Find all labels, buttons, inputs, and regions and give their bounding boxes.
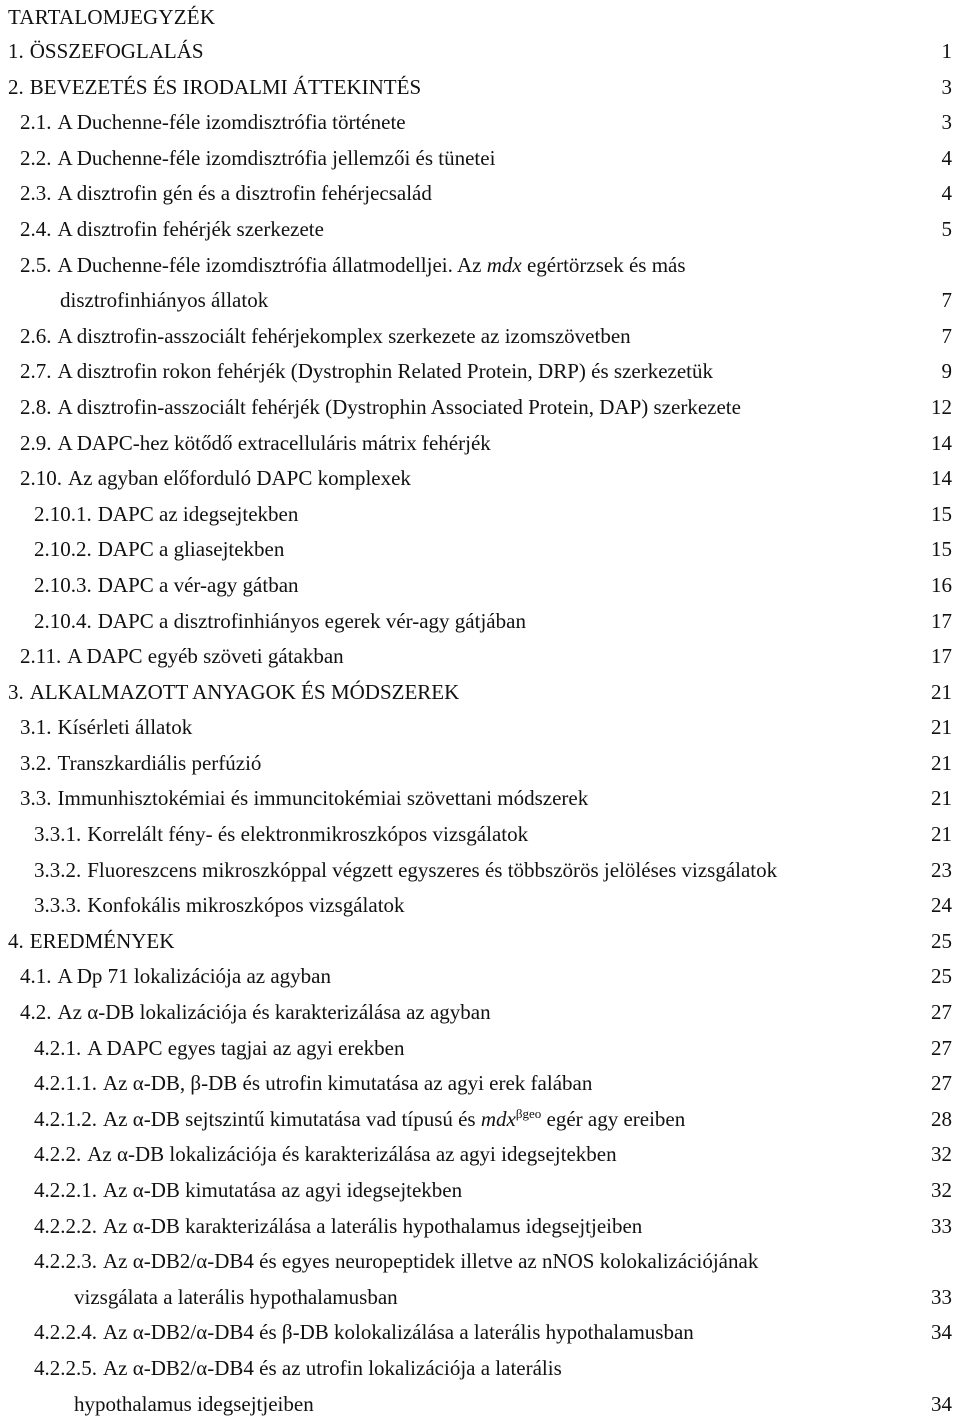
toc-entry[interactable] [8, 817, 952, 853]
toc-page-number: 4 [941, 181, 952, 206]
toc-entry-number: 2.8. [20, 394, 52, 419]
toc-page-number: 21 [931, 715, 952, 740]
toc-entry-title: A Duchenne-féle izomdisztrófia jellemzői és tünetei [57, 145, 496, 170]
toc-entry-title: ÖSSZEFOGLALÁS [29, 39, 204, 63]
toc-page-number: 14 [931, 430, 952, 455]
toc-entry-title: A disztrofin rokon fehérjék (Dystrophin Related Protein, DRP) és szerkezetük [57, 359, 714, 384]
toc-entry-title: DAPC a gliasejtekben [97, 537, 285, 562]
toc-entry-title-rest: egértörzsek és más [521, 252, 686, 277]
toc-entry-title: Immunhisztokémiai és immuncitokémiai szövettani módszerek [57, 786, 589, 811]
toc-entry-text [34, 1315, 922, 1351]
toc-entry-title: Korrelált fény- és elektronmikroszkópos vizsgálatok [87, 822, 529, 847]
toc-entry-title: Fluoreszcens mikroszkóppal végzett egyszeres és többszörös jelöléses vizsgálatok [87, 857, 778, 882]
toc-entry-number: 4. [8, 928, 24, 953]
toc-entry-text [8, 675, 922, 711]
toc-entry-text [20, 105, 922, 141]
toc-entry[interactable] [8, 1315, 952, 1351]
toc-entry-number: 1. [8, 39, 24, 63]
toc-entry-number: 3.1. [20, 715, 52, 740]
toc-entry[interactable] [8, 746, 952, 782]
toc-entry-number: 4.2.2.1. [34, 1178, 97, 1202]
toc-entry[interactable] [8, 1244, 952, 1315]
toc-entry-title: Az α-DB lokalizációja és karakterizálása az agyi idegsejtekben [87, 1142, 617, 1167]
toc-page-number: 28 [931, 1106, 952, 1131]
toc-entry-text [20, 710, 922, 746]
toc-page-number: 25 [931, 964, 952, 989]
toc-entry-continuation: disztrofinhiányos állatok [60, 288, 269, 313]
toc-entry-number: 3.3.2. [34, 857, 82, 882]
toc-entry-title: A DAPC egyes tagjai az agyi erekben [87, 1035, 405, 1060]
toc-entry[interactable] [8, 1031, 952, 1067]
toc-entry-text [20, 426, 922, 462]
toc-entry-text [20, 959, 922, 995]
toc-entry[interactable] [8, 710, 952, 746]
toc-entry-title: DAPC az idegsejtekben [97, 501, 299, 526]
toc-page-number: 27 [931, 1035, 952, 1060]
toc-entry[interactable] [8, 176, 952, 212]
toc-entry-text [20, 141, 922, 177]
toc-page-number: 4 [941, 145, 952, 170]
toc-entry-title: Az α-DB2/α-DB4 és az utrofin lokalizációja a laterális [103, 1355, 562, 1380]
toc-entry-number: 4.2.2.4. [34, 1320, 97, 1345]
toc-entry-text [20, 995, 922, 1031]
toc-entry-text [34, 1173, 922, 1209]
toc-entry-number: 4.2.1.1. [34, 1071, 97, 1096]
toc-entry-title: A Duchenne-féle izomdisztrófia története [57, 110, 406, 135]
toc-entry-number: 2.10.1. [34, 501, 92, 526]
toc-entry-text [34, 1066, 922, 1102]
toc-entry-text [34, 853, 922, 889]
toc-entry-text [34, 532, 922, 568]
toc-entry[interactable] [8, 853, 952, 889]
toc-entry-number: 4.2.1. [34, 1035, 82, 1060]
toc-entry-title: BEVEZETÉS ÉS IRODALMI ÁTTEKINTÉS [29, 74, 422, 99]
toc-entry-title: A Duchenne-féle izomdisztrófia állatmodelljei. Az [57, 252, 487, 277]
toc-list [8, 34, 952, 1422]
toc-page-number: 9 [941, 359, 952, 384]
toc-entry-title: Az α-DB2/α-DB4 és egyes neuropeptidek illetve az nNOS kolokalizációjának [103, 1249, 759, 1274]
toc-entry-text [20, 746, 922, 782]
toc-entry[interactable] [8, 319, 952, 355]
toc-entry-title: A DAPC-hez kötődő extracelluláris mátrix fehérjék [57, 430, 491, 455]
toc-entry[interactable] [8, 604, 952, 640]
toc-entry-number: 3.3.1. [34, 822, 82, 847]
toc-page-number: 1 [941, 39, 952, 63]
toc-entry-title: A disztrofin fehérjék szerkezete [57, 216, 324, 241]
toc-entry-text [34, 568, 922, 604]
toc-entry[interactable] [8, 390, 952, 426]
toc-entry[interactable] [8, 1137, 952, 1173]
toc-entry[interactable] [8, 568, 952, 604]
toc-entry-title: DAPC a vér-agy gátban [97, 572, 299, 597]
toc-page-number: 16 [931, 572, 952, 597]
toc-entry-number: 4.1. [20, 964, 52, 989]
toc-entry[interactable] [8, 1173, 952, 1209]
toc-entry[interactable] [8, 1102, 952, 1138]
toc-entry[interactable] [8, 924, 952, 960]
toc-entry[interactable] [8, 675, 952, 711]
toc-entry-title: ALKALMAZOTT ANYAGOK ÉS MÓDSZEREK [29, 679, 460, 704]
toc-entry[interactable] [8, 426, 952, 462]
toc-page-number: 5 [941, 216, 952, 241]
toc-entry[interactable] [8, 1351, 952, 1422]
toc-page-number: 33 [931, 1213, 952, 1238]
toc-entry-title: Az α-DB2/α-DB4 és β-DB kolokalizálása a laterális hypothalamusban [103, 1320, 694, 1345]
toc-entry-text [34, 1351, 922, 1422]
toc-entry-italic: mdx [480, 1106, 516, 1131]
toc-page-number: 34 [931, 1391, 952, 1416]
toc-entry-title: Az α-DB sejtszintű kimutatása vad típusú és [103, 1106, 481, 1131]
toc-page-number: 3 [941, 74, 952, 99]
toc-entry-text [34, 1102, 922, 1138]
toc-entry-text [20, 461, 922, 497]
toc-entry-text [34, 1209, 922, 1245]
toc-entry-text [20, 176, 922, 212]
toc-entry-number: 2.2. [20, 145, 52, 170]
toc-entry-number: 2.10.2. [34, 537, 92, 562]
toc-entry-text [20, 248, 922, 319]
toc-entry-text [34, 817, 922, 853]
toc-entry[interactable] [8, 888, 952, 924]
toc-entry-title: EREDMÉNYEK [29, 928, 175, 953]
toc-entry-text [34, 1244, 922, 1315]
toc-entry[interactable] [8, 212, 952, 248]
toc-entry-text [34, 497, 922, 533]
toc-entry-number: 2.3. [20, 181, 52, 206]
toc-entry[interactable] [8, 781, 952, 817]
toc-entry-number: 4.2.1.2. [34, 1106, 97, 1131]
toc-entry-number: 2.9. [20, 430, 52, 455]
toc-entry-number: 2.6. [20, 323, 52, 348]
toc-page-number: 32 [931, 1178, 952, 1202]
toc-entry-title: Az agyban előforduló DAPC komplexek [68, 466, 411, 491]
toc-entry-text [20, 212, 922, 248]
toc-entry-title: Az α-DB karakterizálása a laterális hypothalamus idegsejtjeiben [103, 1213, 643, 1238]
toc-entry-title-rest: egér agy ereiben [541, 1106, 686, 1131]
toc-entry-number: 2.10.4. [34, 608, 92, 633]
toc-entry-text [34, 1031, 922, 1067]
toc-entry-text [20, 354, 922, 390]
toc-entry[interactable] [8, 1066, 952, 1102]
toc-page-number: 7 [941, 323, 952, 348]
toc-entry-number: 2.4. [20, 216, 52, 241]
toc-entry-superscript: βgeo [515, 1105, 542, 1121]
toc-entry-number: 4.2.2. [34, 1142, 82, 1167]
toc-entry-number: 2.7. [20, 359, 52, 384]
toc-entry-text [20, 781, 922, 817]
toc-entry[interactable] [8, 70, 952, 106]
toc-entry-title: Az α-DB kimutatása az agyi idegsejtekben [103, 1178, 463, 1202]
toc-title: TARTALOMJEGYZÉK [8, 5, 216, 29]
toc-entry[interactable] [8, 141, 952, 177]
toc-entry-title: Konfokális mikroszkópos vizsgálatok [87, 893, 405, 918]
toc-page-number: 21 [931, 822, 952, 847]
toc-entry-title: A disztrofin-asszociált fehérjekomplex szerkezete az izomszövetben [57, 323, 631, 348]
toc-page-number: 32 [931, 1142, 952, 1167]
toc-entry[interactable] [8, 105, 952, 141]
toc-entry-number: 3.3.3. [34, 893, 82, 918]
toc-entry-text [20, 390, 922, 426]
toc-page-number: 17 [931, 608, 952, 633]
toc-entry-continuation: vizsgálata a laterális hypothalamusban [74, 1284, 398, 1309]
toc-page-number: 15 [931, 501, 952, 526]
toc-entry-number: 4.2.2.3. [34, 1249, 97, 1274]
toc-page-number: 21 [931, 786, 952, 811]
toc-page-number: 25 [931, 928, 952, 953]
toc-entry-number: 3. [8, 679, 24, 704]
toc-entry-number: 3.2. [20, 750, 52, 775]
toc-page-number: 14 [931, 466, 952, 491]
toc-entry-title: DAPC a disztrofinhiányos egerek vér-agy gátjában [97, 608, 526, 633]
toc-entry[interactable] [8, 461, 952, 497]
toc-entry-number: 4.2.2.2. [34, 1213, 97, 1238]
toc-entry-title: Transzkardiális perfúzió [57, 750, 262, 775]
toc-entry-number: 4.2. [20, 1000, 52, 1025]
toc-entry-title: A disztrofin gén és a disztrofin fehérjecsalád [57, 181, 432, 206]
toc-entry-number: 4.2.2.5. [34, 1355, 97, 1380]
toc-entry-text [34, 1137, 922, 1173]
toc-page-number: 17 [931, 644, 952, 669]
toc-entry-number: 2. [8, 74, 24, 99]
toc-page-number: 7 [941, 288, 952, 313]
toc-entry-number: 2.11. [20, 644, 62, 669]
toc-page-number: 34 [931, 1320, 952, 1345]
toc-entry-title: Kísérleti állatok [57, 715, 193, 740]
toc-entry-text [20, 319, 922, 355]
toc-entry-italic: mdx [486, 252, 522, 277]
toc-entry[interactable] [8, 354, 952, 390]
toc-entry-text [20, 639, 922, 675]
toc-page-number: 21 [931, 750, 952, 775]
toc-entry-title: A DAPC egyéb szöveti gátakban [67, 644, 344, 669]
toc-entry[interactable] [8, 532, 952, 568]
toc-page-number: 12 [931, 394, 952, 419]
toc-entry-text [34, 604, 922, 640]
toc-page-number: 33 [931, 1284, 952, 1309]
toc-entry-text [8, 924, 922, 960]
toc-entry-title: A Dp 71 lokalizációja az agyban [57, 964, 331, 989]
toc-entry-number: 2.10.3. [34, 572, 92, 597]
toc-page-number: 21 [931, 679, 952, 704]
toc-entry-title: A disztrofin-asszociált fehérjék (Dystrophin Associated Protein, DAP) szerkezete [57, 394, 741, 419]
toc-page-number: 23 [931, 857, 952, 882]
toc-entry[interactable] [8, 959, 952, 995]
toc-entry-title: Az α-DB lokalizációja és karakterizálása az agyban [57, 1000, 491, 1025]
toc-entry-title: Az α-DB, β-DB és utrofin kimutatása az agyi erek falában [103, 1071, 593, 1096]
toc-entry-number: 3.3. [20, 786, 52, 811]
toc-entry-text [8, 34, 922, 70]
toc-entry[interactable] [8, 995, 952, 1031]
toc-entry-number: 2.5. [20, 252, 52, 277]
toc-entry[interactable] [8, 497, 952, 533]
toc-entry[interactable] [8, 248, 952, 319]
toc-entry[interactable] [8, 1209, 952, 1245]
toc-entry-continuation: hypothalamus idegsejtjeiben [74, 1391, 314, 1416]
toc-page-number: 27 [931, 1071, 952, 1096]
toc-entry-text [8, 70, 922, 106]
toc-page-number: 3 [941, 110, 952, 135]
toc-entry-text [34, 888, 922, 924]
toc-entry[interactable] [8, 639, 952, 675]
toc-entry-number: 2.10. [20, 466, 62, 491]
toc-page-number: 24 [931, 893, 952, 918]
toc-entry-number: 2.1. [20, 110, 52, 135]
toc-entry[interactable] [8, 34, 952, 70]
toc-page-number: 15 [931, 537, 952, 562]
toc-page-number: 27 [931, 1000, 952, 1025]
